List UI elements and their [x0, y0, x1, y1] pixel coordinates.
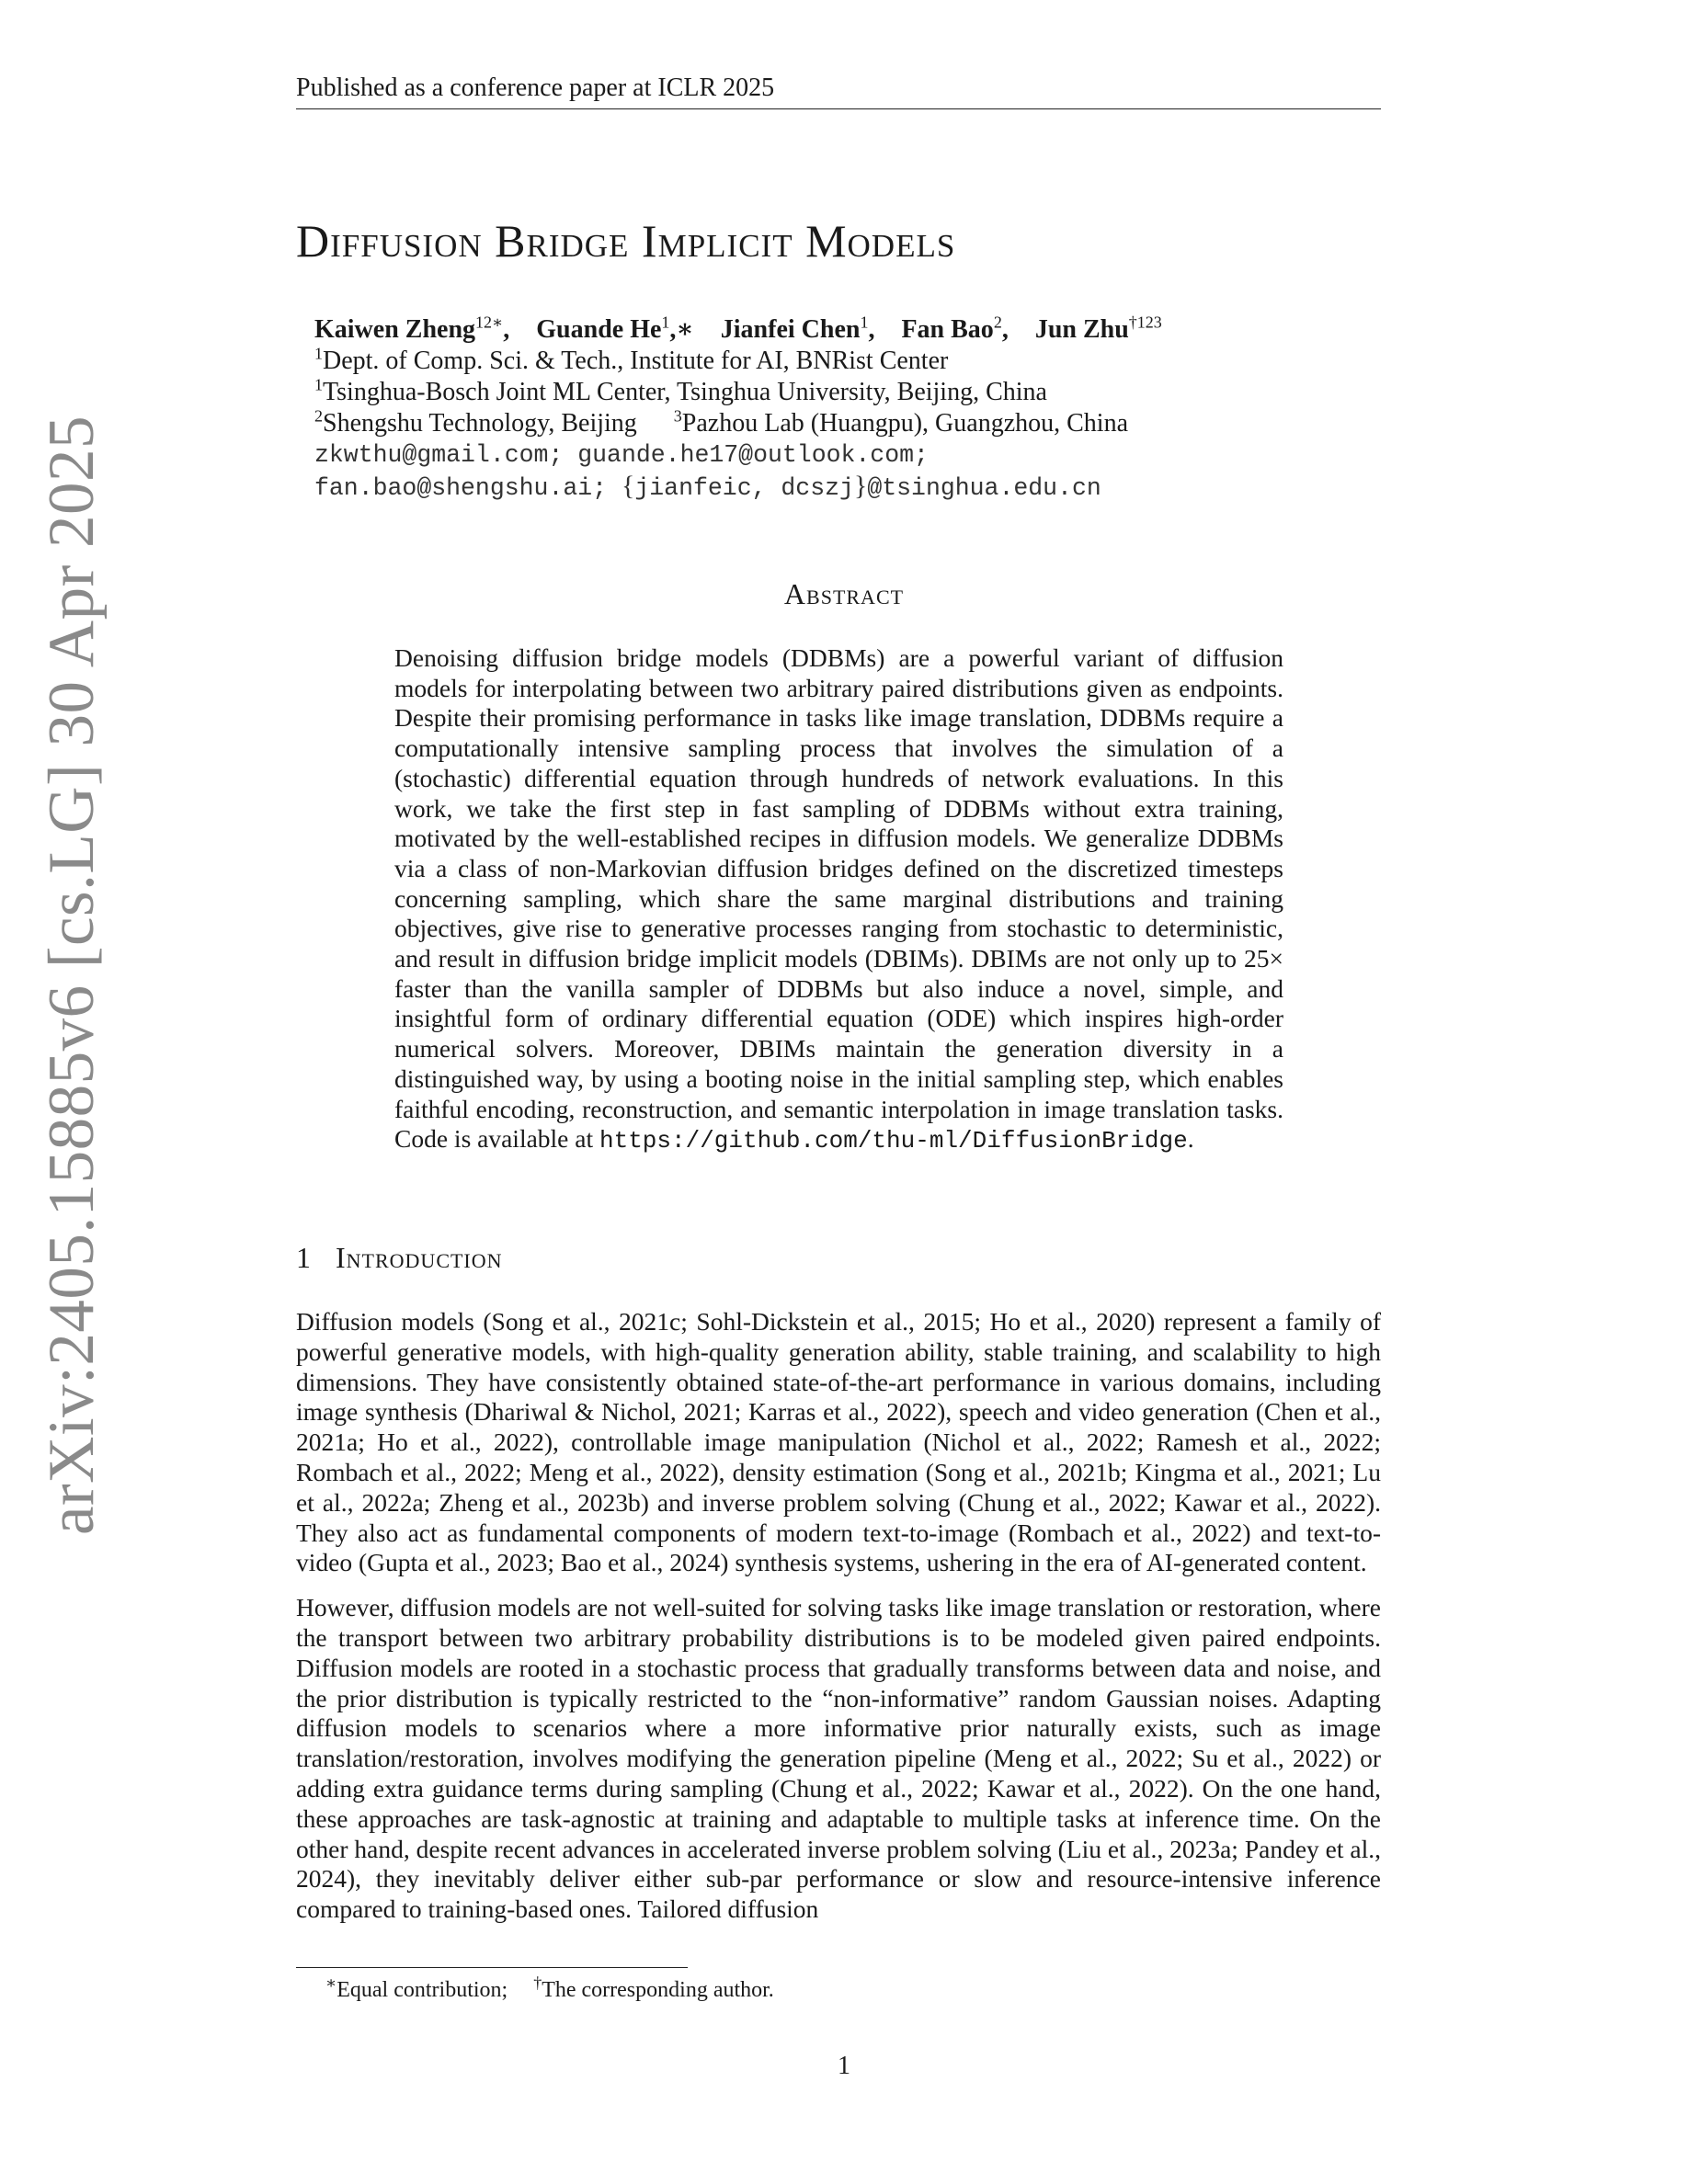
author-block — [314, 314, 1182, 504]
arxiv-identifier: arXiv:2405.15885v6 [cs.LG] 30 Apr 2025 — [36, 415, 108, 1535]
body-text — [296, 1307, 1381, 1939]
paragraph: However, diffusion models are not well-suited for solving tasks like image translation or restoration, where the transport between two arbitrary probability distributions is to be modeled given paired endpoints. Diffusion models are rooted in a stochastic process that gradually transforms between data and noise, and the prior distribution is typically restricted to the “non-informative” random Gaussian noises. Adapting diffusion models to scenarios where a more informative prior naturally exists, such as image translation/restoration, involves modifying the generation pipeline (Meng et al., 2022; Su et al., 2022) or adding extra guidance terms during sampling (Chung et al., 2022; Kawar et al., 2022). On the one hand, these approaches are task-agnostic at training and adaptable to multiple tasks at inference time. On the other hand, despite recent advances in accelerated inverse problem solving (Liu et al., 2023a; Pandey et al., 2024), they inevitably deliver either sub-par performance or slow and resource-intensive inference compared to training-based ones. Tailored diffusion — [296, 1593, 1381, 1924]
affiliation: $^1$Dept. of Comp. Sci. & Tech., Institute for AI, BNRist Center — [314, 344, 949, 375]
abstract-heading: Abstract — [783, 577, 905, 610]
paragraph: Diffusion models (Song et al., 2021c; Sohl-Dickstein et al., 2015; Ho et al., 2020) represent a family of powerful generative models, with high-quality generation ability, stable training, and scalability to high dimensions. They have consistently obtained state-of-the-art performance in various domains, including image synthesis (Dhariwal & Nichol, 2021; Karras et al., 2022), speech and video generation (Chen et al., 2021a; Ho et al., 2022), controllable image manipulation (Nichol et al., 2022; Ramesh et al., 2022; Rombach et al., 2022; Meng et al., 2022), density estimation (Song et al., 2021b; Kingma et al., 2021; Lu et al., 2022a; Zheng et al., 2023b) and inverse problem solving (Chung et al., 2022; Kawar et al., 2022). They also act as fundamental components of modern text-to-image (Rombach et al., 2022) and text-to-video (Gupta et al., 2023; Bao et al., 2024) synthesis systems, ushering in the era of AI-generated content. — [296, 1307, 1381, 1577]
email-line: zkwthu@gmail.com; guande.he17@outlook.com; — [314, 441, 929, 469]
abstract-body: Denoising diffusion bridge models (DDBMs) are a powerful variant of diffusion models for interpolating between two arbitrary paired distributions given as endpoints. Despite their promising performance in tasks like image translation, DDBMs require a computationally intensive sampling process that involves the simulation of a (stochastic) differential equation through hundreds of network evaluations. In this work, we take the first step in fast sampling of DDBMs without extra training, motivated by the well-established recipes in diffusion models. We generalize DDBMs via a class of non-Markovian diffusion bridges defined on the discretized timesteps concerning sampling, which share the same marginal distributions and training objectives, give rise to generative processes ranging from stochastic to deterministic, and result in diffusion bridge implicit models (DBIMs). DBIMs are not only up to 25× faster than the vanilla sampler of DDBMs but also induce a novel, simple, and insightful form of ordinary differential equation (ODE) which inspires high-order numerical solvers. Moreover, DBIMs maintain the generation diversity in a distinguished way, by using a booting noise in the initial sampling step, which enables faithful encoding, reconstruction, and semantic interpolation in image translation tasks. Code is available at https://github.com/thu-ml/DiffusionBridge. — [394, 643, 1283, 1155]
email-line: fan.bao@shengshu.ai; {jianfeic, dcszj}@tsinghua.edu.cn — [314, 471, 1101, 502]
author: Guande He$^1$,∗ — [536, 313, 694, 344]
author: Kaiwen Zheng$^{12∗}$, — [314, 313, 510, 344]
author: Jun Zhu$^{\dagger 123}$ — [1034, 313, 1162, 344]
section-heading: 1 Introduction — [296, 1241, 503, 1274]
code-link[interactable]: https://github.com/thu-ml/DiffusionBridge — [599, 1127, 1188, 1155]
running-header: Published as a conference paper at ICLR 2025 — [296, 72, 1381, 109]
footnote-rule — [296, 1967, 688, 1968]
footnote: ∗Equal contribution; †The corresponding author. — [325, 1974, 774, 2002]
page-number: 1 — [838, 2052, 850, 2080]
author: Fan Bao$^2$, — [901, 313, 1009, 344]
affiliation: $^2$Shengshu Technology, Beijing $^3$Pazhou Lab (Huangpu), Guangzhou, China — [314, 406, 1129, 438]
author-list — [314, 314, 1182, 346]
affiliation: $^1$Tsinghua-Bosch Joint ML Center, Tsinghua University, Beijing, China — [314, 375, 1047, 406]
author: Jianfei Chen$^1$, — [720, 313, 875, 344]
paper-title: Diffusion Bridge Implicit Models — [296, 215, 956, 267]
